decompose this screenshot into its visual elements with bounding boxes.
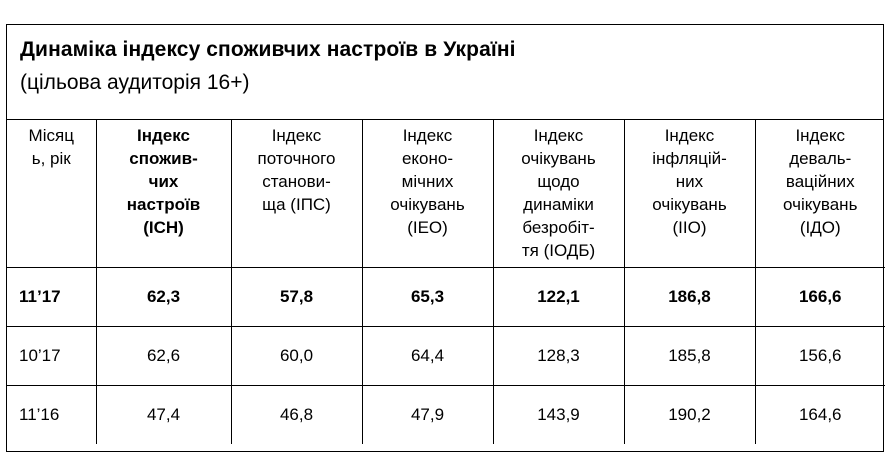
cell-iodb: 128,3: [493, 326, 624, 385]
cell-ieo: 47,9: [362, 385, 493, 444]
cell-ips: 57,8: [231, 267, 362, 326]
cell-month: 10’17: [7, 326, 96, 385]
header-iio: [624, 120, 755, 267]
cell-isn: 62,3: [96, 267, 231, 326]
cell-isn: 47,4: [96, 385, 231, 444]
header-ieo: [362, 120, 493, 267]
header-line: тя (ІОДБ): [521, 241, 596, 260]
header-line: Індекс: [664, 126, 715, 145]
table-subtitle: (цільова аудиторія 16+): [20, 71, 250, 94]
header-line: (ІЕО): [407, 218, 448, 237]
header-line: (ІСН): [143, 218, 184, 237]
header-line: них: [675, 172, 704, 191]
header-line: деваль-: [789, 149, 852, 168]
header-line: станови-: [262, 172, 331, 191]
header-line: Індекс: [402, 126, 453, 145]
table-title: Динаміка індексу споживчих настроїв в Україні: [20, 38, 516, 61]
header-line: Індекс: [533, 126, 584, 145]
cell-iio: 186,8: [624, 267, 755, 326]
cell-ips: 60,0: [231, 326, 362, 385]
header-line: безробіт-: [522, 218, 595, 237]
header-line: ь, рік: [31, 149, 71, 168]
header-line: Місяц: [28, 126, 74, 145]
header-line: очікувань: [521, 149, 596, 168]
header-line: динаміки: [523, 195, 594, 214]
header-line: щодо: [537, 172, 580, 191]
header-line: (ІІО): [672, 218, 707, 237]
header-row: [7, 120, 885, 267]
cell-month: 11’16: [7, 385, 96, 444]
cell-iio: 185,8: [624, 326, 755, 385]
cell-ieo: 64,4: [362, 326, 493, 385]
header-line: Індекс: [795, 126, 846, 145]
header-line: ваційних: [785, 172, 855, 191]
header-line: спожив-: [129, 149, 198, 168]
header-line: очікувань: [783, 195, 858, 214]
table-row: [7, 267, 885, 326]
header-line: поточного: [257, 149, 336, 168]
header-line: очікувань: [652, 195, 727, 214]
cell-ips: 46,8: [231, 385, 362, 444]
header-line: еконо-: [401, 149, 454, 168]
cell-iodb: 122,1: [493, 267, 624, 326]
title-block: [7, 25, 883, 120]
header-isn: [96, 120, 231, 267]
header-line: Індекс: [271, 126, 322, 145]
header-month-year: [7, 120, 96, 267]
cell-ido: 166,6: [755, 267, 885, 326]
cell-month: 11’17: [7, 267, 96, 326]
cell-iodb: 143,9: [493, 385, 624, 444]
header-line: (ІДО): [799, 218, 841, 237]
cell-ido: 164,6: [755, 385, 885, 444]
header-line: інфляцій-: [652, 149, 727, 168]
header-line: очікувань: [390, 195, 465, 214]
header-ido: [755, 120, 885, 267]
header-line: ща (ІПС): [262, 195, 331, 214]
cell-ido: 156,6: [755, 326, 885, 385]
header-line: Індекс: [137, 126, 190, 145]
table-row: [7, 326, 885, 385]
header-ips: [231, 120, 362, 267]
cell-ieo: 65,3: [362, 267, 493, 326]
header-line: мічних: [401, 172, 454, 191]
header-line: чих: [148, 172, 179, 191]
header-iodb: [493, 120, 624, 267]
cell-isn: 62,6: [96, 326, 231, 385]
indices-table: [7, 120, 885, 444]
table-row: [7, 385, 885, 444]
indices-table-frame: [6, 24, 884, 452]
header-line: настроїв: [126, 195, 201, 214]
cell-iio: 190,2: [624, 385, 755, 444]
